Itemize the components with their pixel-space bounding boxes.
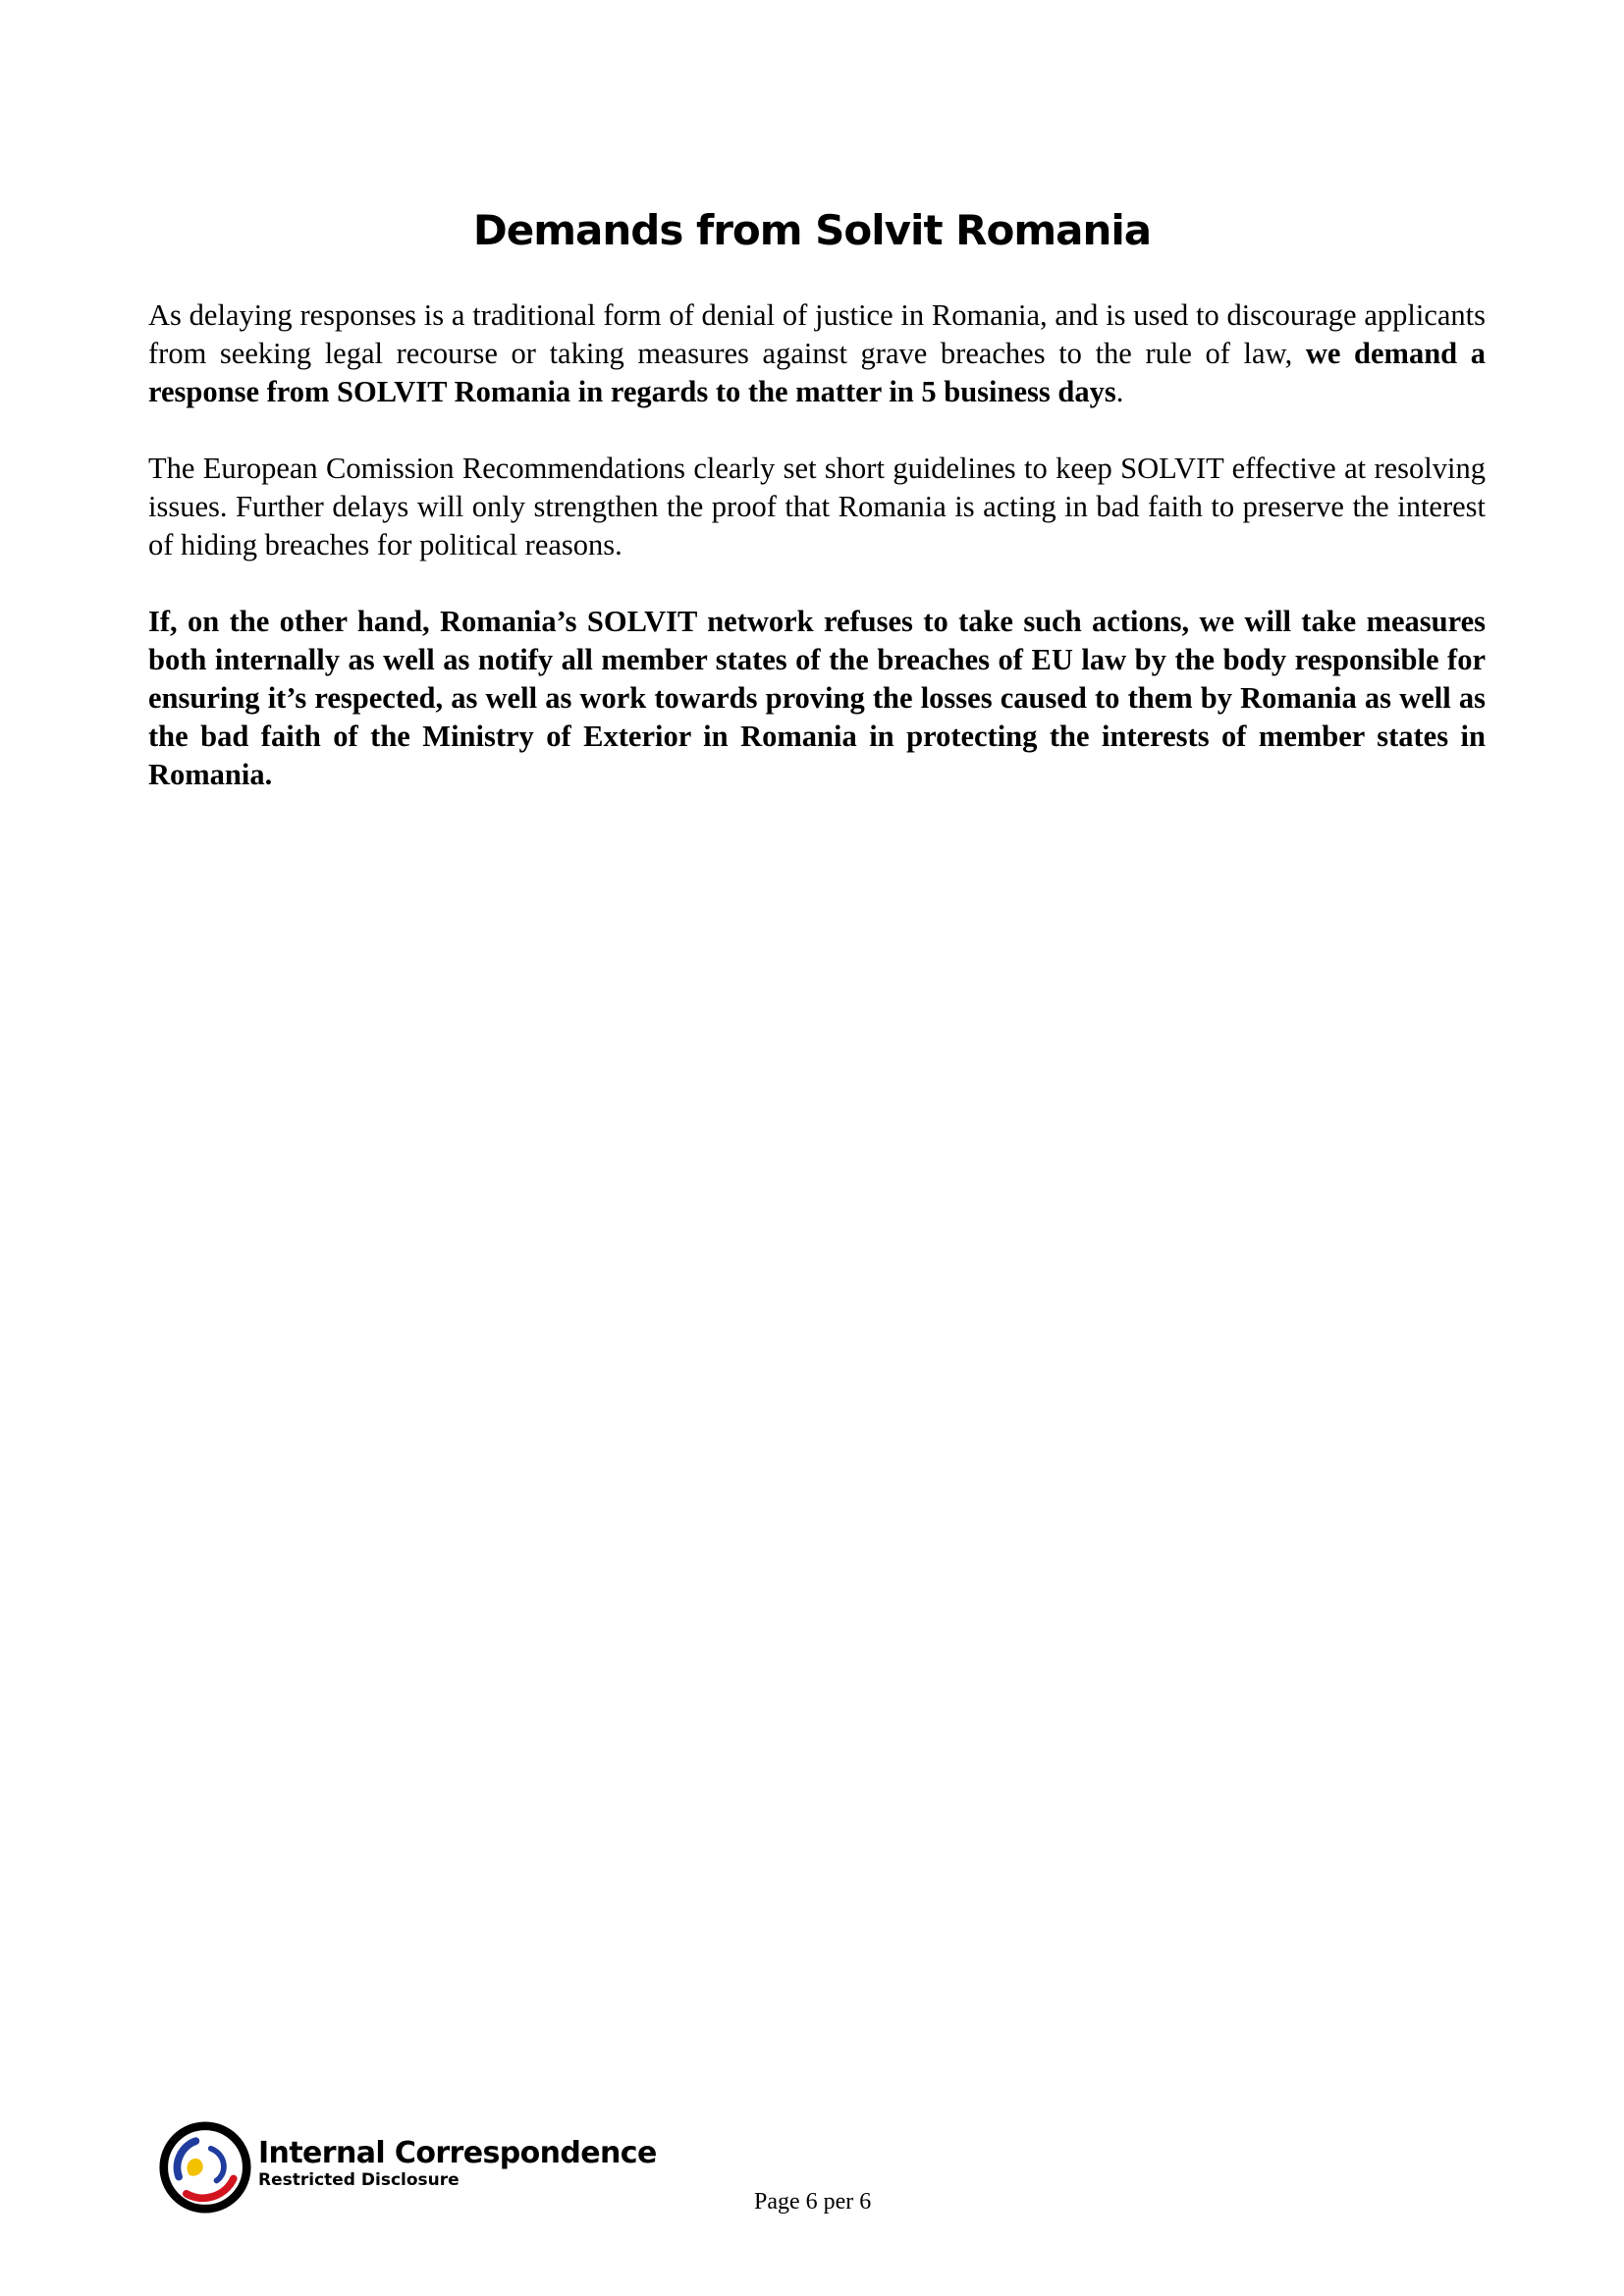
- document-body: [148, 296, 1486, 832]
- paragraph-emphasis: we demand a response from SOLVIT Romania in regards to the matter in 5 business days: [148, 337, 1487, 408]
- page-title: Demands from Solvit Romania: [472, 206, 1152, 254]
- footer-brand-title: Internal Correspondence: [258, 2136, 657, 2170]
- footer-brand-subtitle: Restricted Disclosure: [258, 2170, 460, 2190]
- paragraph-text: As delaying responses is a traditional form of denial of justice in Romania, and is used to discourage applicants from seeking legal recourse or taking measures against grave breaches to the rule of law,: [148, 298, 1486, 370]
- paragraph-end: .: [1115, 375, 1124, 408]
- paragraph-commission-recommendations: The European Comission Recommendations clearly set short guidelines to keep SOLVIT effective at resolving issues. Further delays will only strengthen the proof that Romania is acting in bad faith to preserve the interest of hiding breaches for political reasons.: [148, 452, 1486, 561]
- footer-brand: [258, 2137, 657, 2190]
- page-number: Page 6 per 6: [754, 2189, 872, 2215]
- circular-emblem-icon: [158, 2120, 252, 2215]
- paragraph-consequences: If, on the other hand, Romania’s SOLVIT network refuses to take such actions, we will take measures both internally as well as notify all member states of the breaches of EU law by the body responsible for ensuring it’s respected, as well as work towards proving the losses caused to them by Romania as well as the bad faith of the Ministry of Exterior in Romania in protecting the interests of member states in Romania.: [148, 605, 1486, 791]
- paragraph-response-deadline: [148, 296, 1486, 411]
